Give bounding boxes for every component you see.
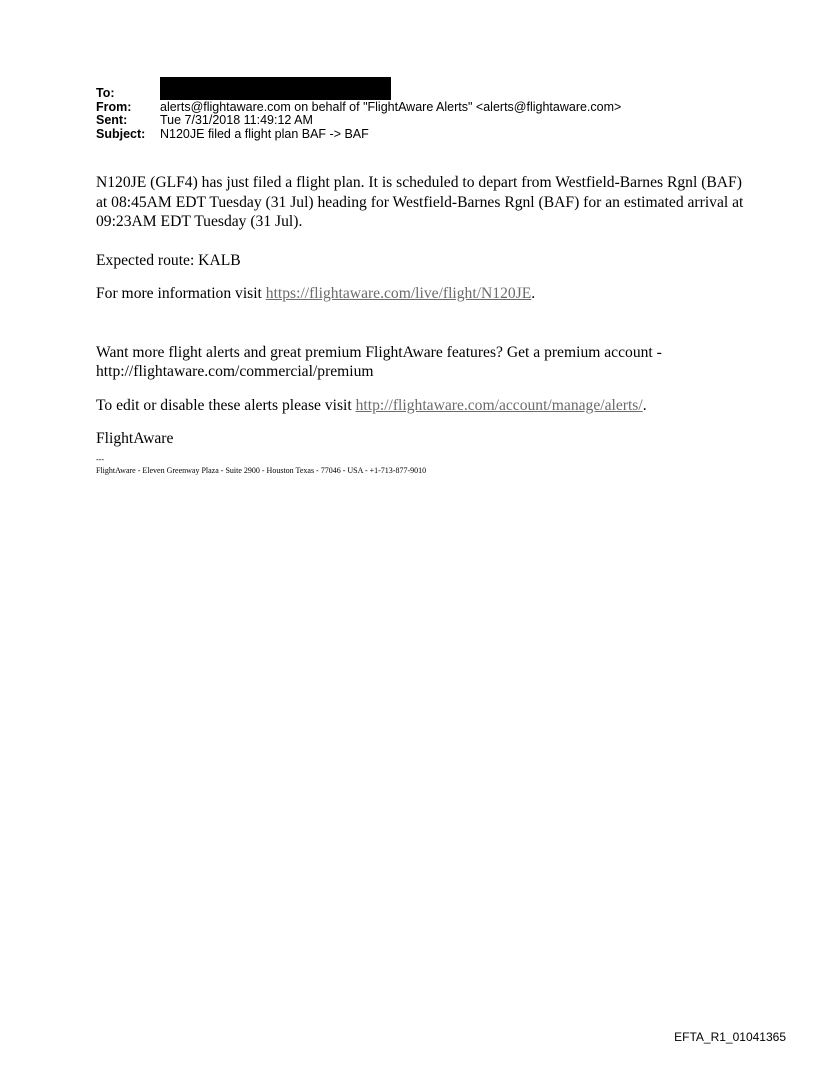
email-body xyxy=(96,173,746,449)
from-value: alerts@flightaware.com on behalf of "FlightAware Alerts" <alerts@flightaware.com> xyxy=(160,99,622,114)
sent-row xyxy=(96,114,621,128)
expected-route: Expected route: KALB xyxy=(96,251,241,269)
subject-row xyxy=(96,128,621,142)
flight-plan-paragraph: N120JE (GLF4) has just filed a flight plan. It is scheduled to depart from Westfield-Barnes Rgnl (BAF) at 08:45AM EDT Tuesday (31 Jul) heading for Westfield-Barnes Rgnl (BAF) for an estimated arrival at 09:23AM EDT Tuesday (31 Jul). xyxy=(96,174,744,230)
more-info-prefix: For more information visit xyxy=(96,285,266,302)
subject-label: Subject: xyxy=(96,126,146,141)
more-info-suffix: . xyxy=(531,285,536,302)
sent-label: Sent: xyxy=(96,113,128,127)
edit-prefix: To edit or disable these alerts please visit xyxy=(96,396,356,414)
email-header xyxy=(96,87,621,141)
from-row xyxy=(96,101,621,115)
to-row xyxy=(96,87,621,101)
edit-alerts-paragraph xyxy=(96,396,746,416)
from-label: From: xyxy=(96,99,132,114)
signature: FlightAware xyxy=(96,430,174,447)
signature-separator: --- xyxy=(96,455,104,464)
premium-paragraph: Want more flight alerts and great premium FlightAware features? Get a premium account - http://flightaware.com/commercial/premium xyxy=(96,343,662,380)
redaction-bar xyxy=(160,77,391,100)
sent-value: Tue 7/31/2018 11:49:12 AM xyxy=(160,113,313,127)
edit-suffix: . xyxy=(642,396,647,414)
flight-link[interactable]: https://flightaware.com/live/flight/N120JE xyxy=(265,285,532,302)
more-info-paragraph xyxy=(96,284,746,304)
company-address: FlightAware - Eleven Greenway Plaza - Suite 2900 - Houston Texas - 77046 - USA - +1-713-877-9010 xyxy=(96,466,427,475)
subject-value: N120JE filed a flight plan BAF -> BAF xyxy=(160,126,369,141)
manage-alerts-link[interactable]: http://flightaware.com/account/manage/alerts/ xyxy=(355,396,643,414)
document-id: EFTA_R1_01041365 xyxy=(674,1030,786,1044)
to-label: To: xyxy=(96,86,115,100)
